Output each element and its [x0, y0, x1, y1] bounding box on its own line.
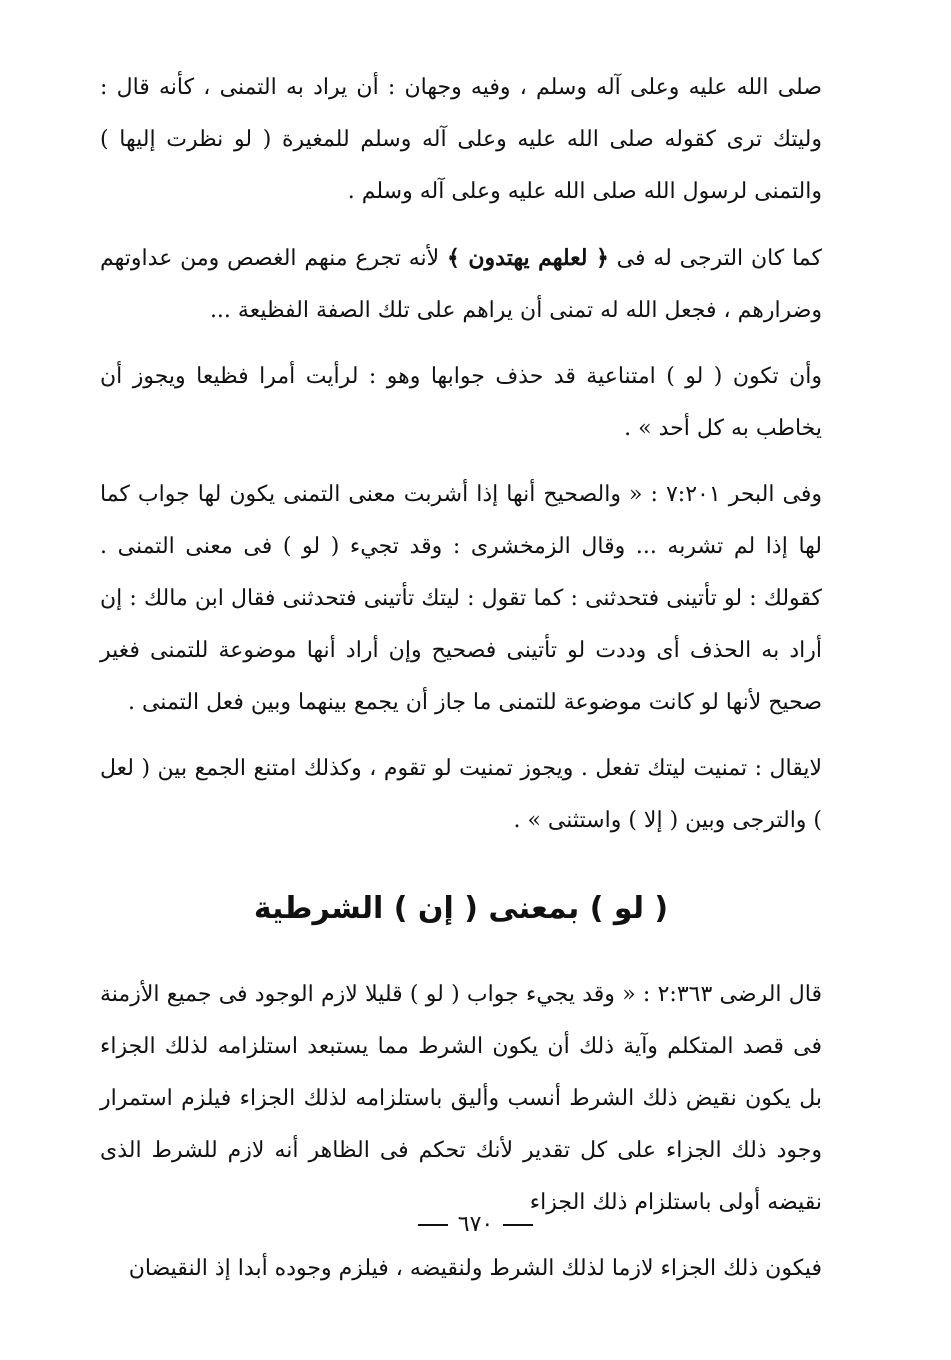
dash-left: [503, 1224, 533, 1226]
page-number-text: ٦٧٠: [457, 1212, 494, 1237]
paragraph-3: وأن تكون ( لو ) امتناعية قد حذف جوابها وهو : لرأيت أمرا فظيعا ويجوز أن يخاطب به كل أحد » .: [100, 364, 822, 441]
page-body: [100, 62, 822, 1295]
paragraph-2-lead: كما كان الترجى له فى: [608, 246, 822, 271]
paragraph-5: لايقال : تمنيت ليتك تفعل . ويجوز تمنيت لو تقوم ، وكذلك امتنع الجمع بين ( لعل ) والترجى وبين ( إلا ) واستثنى » .: [100, 756, 822, 833]
paragraph-1: صلى الله عليه وعلى آله وسلم ، وفيه وجهان : أن يراد به التمنى ، كأنه قال : وليتك ترى كقوله صلى الله عليه وعلى آله وسلم للمغيرة ( لو نظرت إليها ) والتمنى لرسول الله صلى الله عليه وعلى آله وسلم .: [100, 75, 822, 204]
section-heading: ( لو ) بمعنى ( إن ) الشرطية: [253, 891, 669, 926]
dash-right: [418, 1224, 448, 1226]
paragraph-2-rest: لأنه تجرع منهم الغصص ومن عداوتهم وضرارهم ، فجعل الله له تمنى أن يراهم على تلك الصفة الفظيعة ...: [100, 246, 822, 323]
paragraph-6: قال الرضى ٢:٣٦٣ : « وقد يجيء جواب ( لو ) قليلا لازم الوجود فى جميع الأزمنة فى قصد المتكلم وآية ذلك أن يكون الشرط مما يستبعد استلزامه لذلك الجزاء بل يكون نقيض ذلك الشرط أنسب وأليق باستلزامه لذلك الجزاء فيلزم استمرار وجود ذلك الجزاء على كل تقدير لأنك تحكم فى الظاهر أنه لازم للشرط الذى نقيضه أولى باستلزام ذلك الجزاء: [100, 982, 822, 1215]
paragraph-7: فيكون ذلك الجزاء لازما لذلك الشرط ولنقيضه ، فيلزم وجوده أبدا إذ النقيضان: [128, 1256, 822, 1281]
paragraph-2: [100, 232, 822, 337]
page-number: [0, 1212, 951, 1237]
quran-quote: ﴿ لعلهم يهتدون ﴾: [447, 245, 609, 271]
paragraph-4: وفى البحر ٧:٢٠١ : « والصحيح أنها إذا أشربت معنى التمنى يكون لها جواب كما لها إذا لم تشربه ... وقال الزمخشرى : وقد تجيء ( لو ) فى معنى التمنى . كقولك : لو تأتينى فتحدثنى : كما تقول : ليتك تأتينى فتحدثنى فقال ابن مالك : إن أراد به الحذف أى وددت لو تأتينى فصحيح وإن أراد أنها موضوعة للتمنى فغير صحيح لأنها لو كانت موضوعة للتمنى ما جاز أن يجمع بينهما وبين فعل التمنى .: [100, 482, 823, 715]
